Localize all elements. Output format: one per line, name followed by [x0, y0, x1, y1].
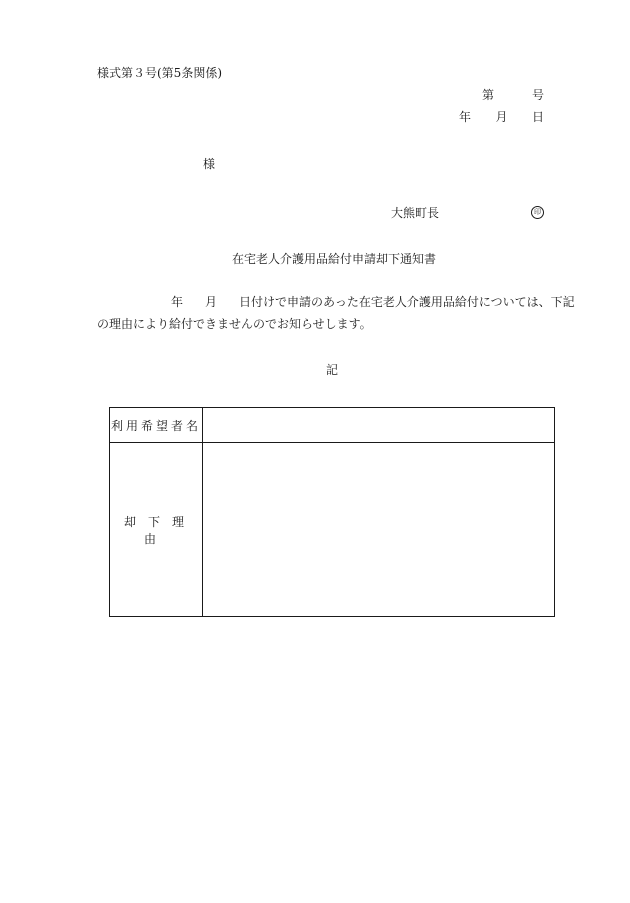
- body-month: 月: [205, 295, 218, 309]
- document-date: [459, 111, 544, 123]
- body-line1-text: 日付けで申請のあった在宅老人介護用品給付については、下記: [239, 295, 575, 309]
- issuer: [391, 206, 544, 219]
- addressee: 様: [203, 157, 216, 171]
- document-number: [482, 89, 544, 101]
- doc-date-month: 月: [495, 110, 508, 124]
- document-title: 在宅老人介護用品給付申請却下通知書: [231, 252, 436, 266]
- body-line-1: [171, 296, 575, 308]
- doc-number-prefix: 第: [482, 88, 495, 102]
- form-number: 様式第３号(第5条関係): [97, 66, 222, 80]
- applicant-label-cell: [110, 408, 203, 443]
- issuer-name: 大熊町長: [391, 205, 440, 220]
- ki-heading: 記: [325, 363, 338, 377]
- doc-number-suffix: 号: [531, 88, 544, 102]
- body-year: 年: [171, 295, 184, 309]
- applicant-name-field[interactable]: [203, 408, 555, 443]
- applicant-row: [110, 408, 555, 443]
- reason-field[interactable]: [203, 443, 555, 617]
- reason-label: 却下理由: [123, 514, 196, 546]
- body-line-2: の理由により給付できませんのでお知らせします。: [97, 317, 372, 331]
- doc-date-day: 日: [531, 110, 544, 124]
- reason-row: [110, 443, 555, 617]
- doc-date-year: 年: [459, 110, 472, 124]
- reason-label-cell: [110, 443, 203, 617]
- seal-icon: 印: [531, 206, 544, 219]
- detail-table: [109, 407, 555, 617]
- applicant-label: 利用希望者名: [110, 418, 201, 433]
